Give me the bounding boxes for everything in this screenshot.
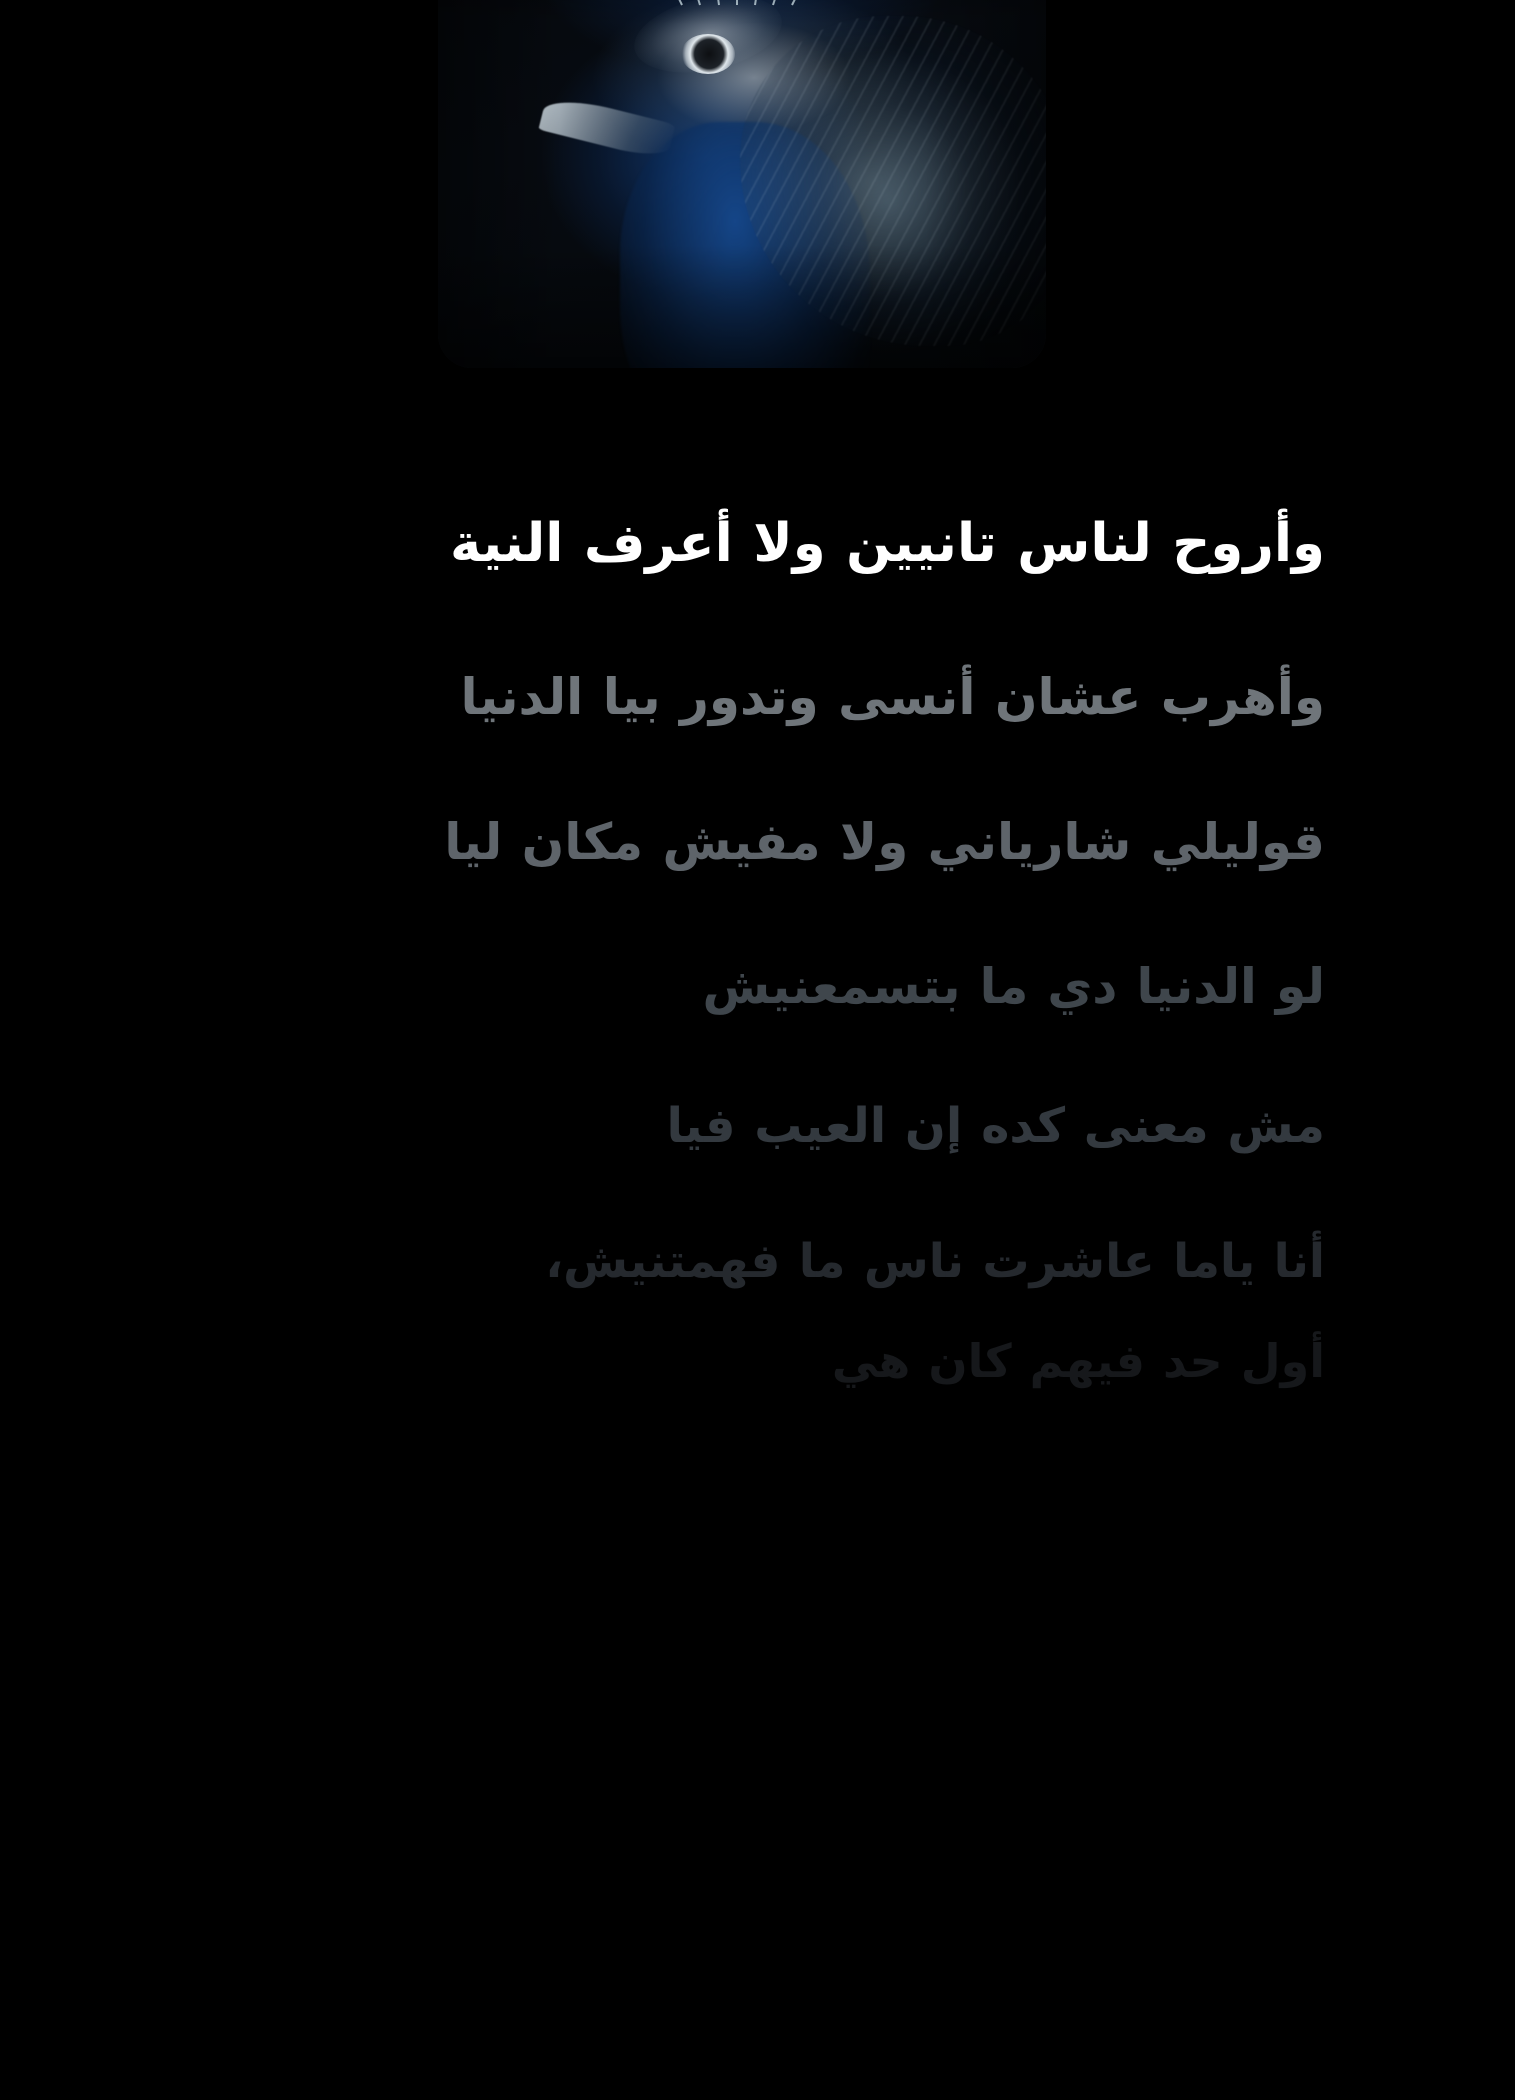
- bottom-fade-overlay: [0, 1870, 1515, 2100]
- lyric-line[interactable]: أول حد فيهم كان هي: [831, 1334, 1325, 1389]
- lyric-line[interactable]: مش معنى كده إن العيب فيا: [666, 1097, 1325, 1154]
- lyrics-panel: [0, 510, 1515, 1454]
- lyric-line[interactable]: وأهرب عشان أنسى وتدور بيا الدنيا: [460, 667, 1325, 726]
- lyric-line[interactable]: قوليلي شارياني ولا مفيش مكان ليا: [444, 812, 1325, 871]
- cover-vignette-overlay: [438, 0, 1046, 368]
- album-cover[interactable]: [438, 0, 1046, 368]
- lyric-line[interactable]: أنا ياما عاشرت ناس ما فهمتنيش،: [545, 1233, 1325, 1289]
- lyric-line[interactable]: لو الدنيا دي ما بتسمعنيش: [702, 957, 1325, 1015]
- lyric-line-active[interactable]: وأروح لناس تانيين ولا أعرف النية: [449, 513, 1325, 574]
